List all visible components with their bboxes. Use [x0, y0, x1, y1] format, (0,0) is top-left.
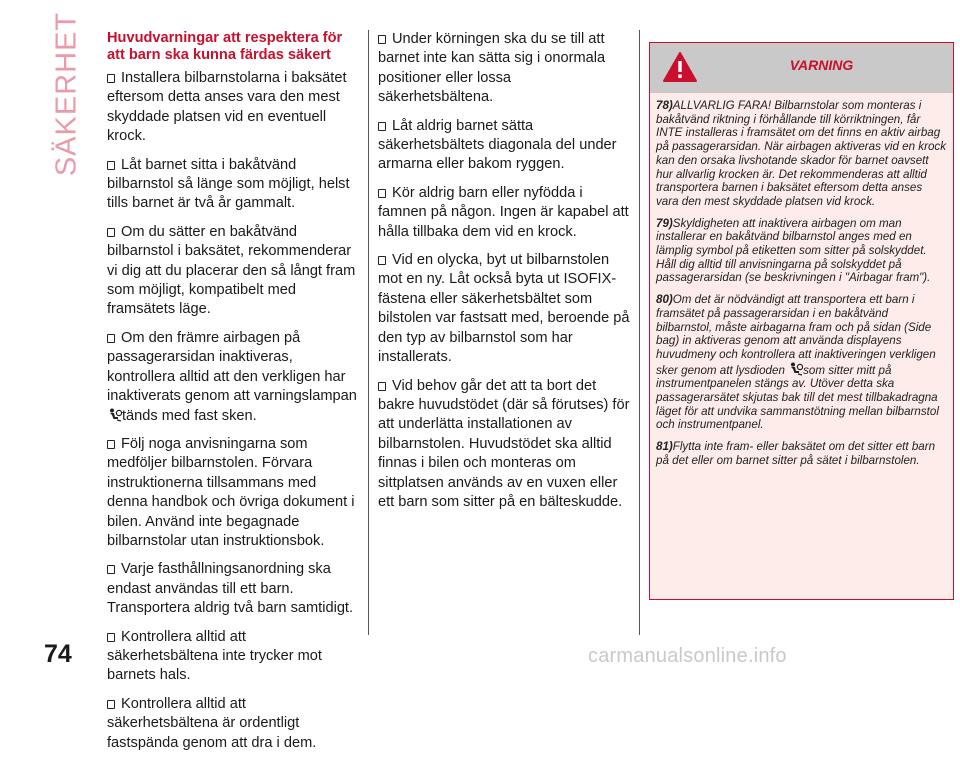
warning-header [650, 43, 953, 93]
warning-title: VARNING [789, 57, 854, 73]
section-heading: Huvudvarningar att respektera för att barn ska kunna färdas säkert [107, 30, 343, 63]
list-item: Kontrollera alltid att säkerhetsbältena inte trycker mot barnets hals. [107, 628, 322, 684]
warning-item: 80)Om det är nödvändigt att transportera ett barn i framsätet på passagerarsidan i en bakåtvänd bilbarnstol, måste airbagarna fram och på sidan (Side bag) in aktiveras genom att använda displayens huvudmeny och kontrollera att inaktiveringen verkligen sker genom att lysdioden som sitter mitt på instrumentpanelen stängs av. Utöver detta ska passagerarsätet skjutas bak till det mest tillbakadragna läget för att undvika sammanstötning mellan bilbarnstol och instrumentpanel. [656, 293, 939, 432]
list-item: Om du sätter en bakåtvänd bilbarnstol i baksätet, rekommenderar vi dig att du placerar den så långt fram som möjligt, kompatibelt med framsätets läge. [107, 223, 356, 318]
column-divider [368, 30, 369, 635]
square-bullet-icon [107, 74, 115, 83]
list-item: Varje fasthållningsanordning ska endast användas till ett barn. Transportera aldrig två barn samtidigt. [107, 561, 354, 617]
airbag-off-icon [788, 362, 803, 376]
square-bullet-icon [378, 256, 386, 265]
square-bullet-icon [378, 122, 386, 131]
list-item: Installera bilbarnstolarna i baksätet eftersom detta anses vara den mest skyddade platsen vid en eventuell krock. [107, 70, 347, 145]
warning-item: 79)Skyldigheten att inaktivera airbagen om man installerar en bakåtvänd bilbarnstol anges med en lämplig symbol på etiketten som sitter på solskyddet. Håll dig alltid till anvisningarna på solskyddet på passagerarsidan (se beskrivningen i "Airbagar fram"). [656, 216, 931, 285]
left-column [107, 30, 359, 762]
page-number: 74 [44, 640, 72, 668]
warning-item: 78)ALLVARLIG FARA! Bilbarnstolar som monteras i bakåtvänd riktning i förhållande till körriktningen, får INTE installeras i framsätet om det finns en aktiv airbag på passagerarsidan. När airbagen aktiveras vid en krock kan den orsaka livshotande skador för barnet oavsett hur allvarlig krocken är. Det rekommenderas att alltid transportera barnen i baksätet eftersom detta anses vara den mest skyddade platsen vid krock. [656, 99, 946, 208]
section-side-tab-label: SÄKERHET [50, 11, 83, 177]
list-item: Vid behov går det att ta bort det bakre huvudstödet (där så förutses) för att underlätta installationen av bilbarnstolen. Huvudstödet ska alltid finnas i bilen och monteras om sittplatsen används av en vuxen eller ett barn som sitter på en bälteskudde. [378, 377, 630, 510]
square-bullet-icon [107, 228, 115, 237]
square-bullet-icon [378, 35, 386, 44]
warning-item: 81)Flytta inte fram- eller baksätet om det sitter ett barn på det eller om barnet sitter på sätet i bilbarnstolen. [656, 440, 936, 467]
middle-column [378, 30, 630, 521]
square-bullet-icon [378, 189, 386, 198]
list-item: Om den främre airbagen på passagerarsidan inaktiveras, kontrollera alltid att den verkligen har inaktiverats genom att varningslampan tänds med fast sken. [107, 329, 357, 424]
list-item: Kontrollera alltid att säkerhetsbältena är ordentligt fastspända genom att dra i dem. [107, 695, 317, 751]
watermark: carmanualsonline.info [588, 645, 787, 667]
square-bullet-icon [107, 565, 115, 574]
square-bullet-icon [107, 161, 115, 170]
warning-body [650, 93, 953, 468]
list-item: Kör aldrig barn eller nyfödda i famnen på någon. Ingen är kapabel att hålla tillbaka dem vid en krock. [378, 184, 629, 240]
list-item: Låt aldrig barnet sätta säkerhetsbältets diagonala del under armarna eller bakom ryggen. [378, 117, 617, 173]
airbag-off-icon [107, 408, 122, 422]
list-item: Låt barnet sitta i bakåtvänd bilbarnstol så länge som möjligt, helst tills barnet är två år gammalt. [107, 156, 350, 212]
warning-box [649, 42, 954, 600]
section-side-tab [50, 11, 83, 177]
square-bullet-icon [378, 382, 386, 391]
square-bullet-icon [107, 700, 115, 709]
list-item: Under körningen ska du se till att barnet inte kan sätta sig i onormala positioner eller lossa säkerhetsbältena. [378, 31, 606, 106]
square-bullet-icon [107, 334, 115, 343]
list-item: Följ noga anvisningarna som medföljer bilbarnstolen. Förvara instruktionerna tillsammans med denna handbok och övriga dokument i bilen. Använd inte begagnade bilbarnstolar utan instruktionsbok. [107, 435, 355, 549]
square-bullet-icon [107, 440, 115, 449]
list-item: Vid en olycka, byt ut bilbarnstolen mot en ny. Låt också byta ut ISOFIX-fästena eller säkerhetsbältet som bilstolen var fastsatt med, beroende på den typ av bilbarnstol som har installerats. [378, 252, 630, 366]
square-bullet-icon [107, 633, 115, 642]
column-divider [639, 30, 640, 635]
